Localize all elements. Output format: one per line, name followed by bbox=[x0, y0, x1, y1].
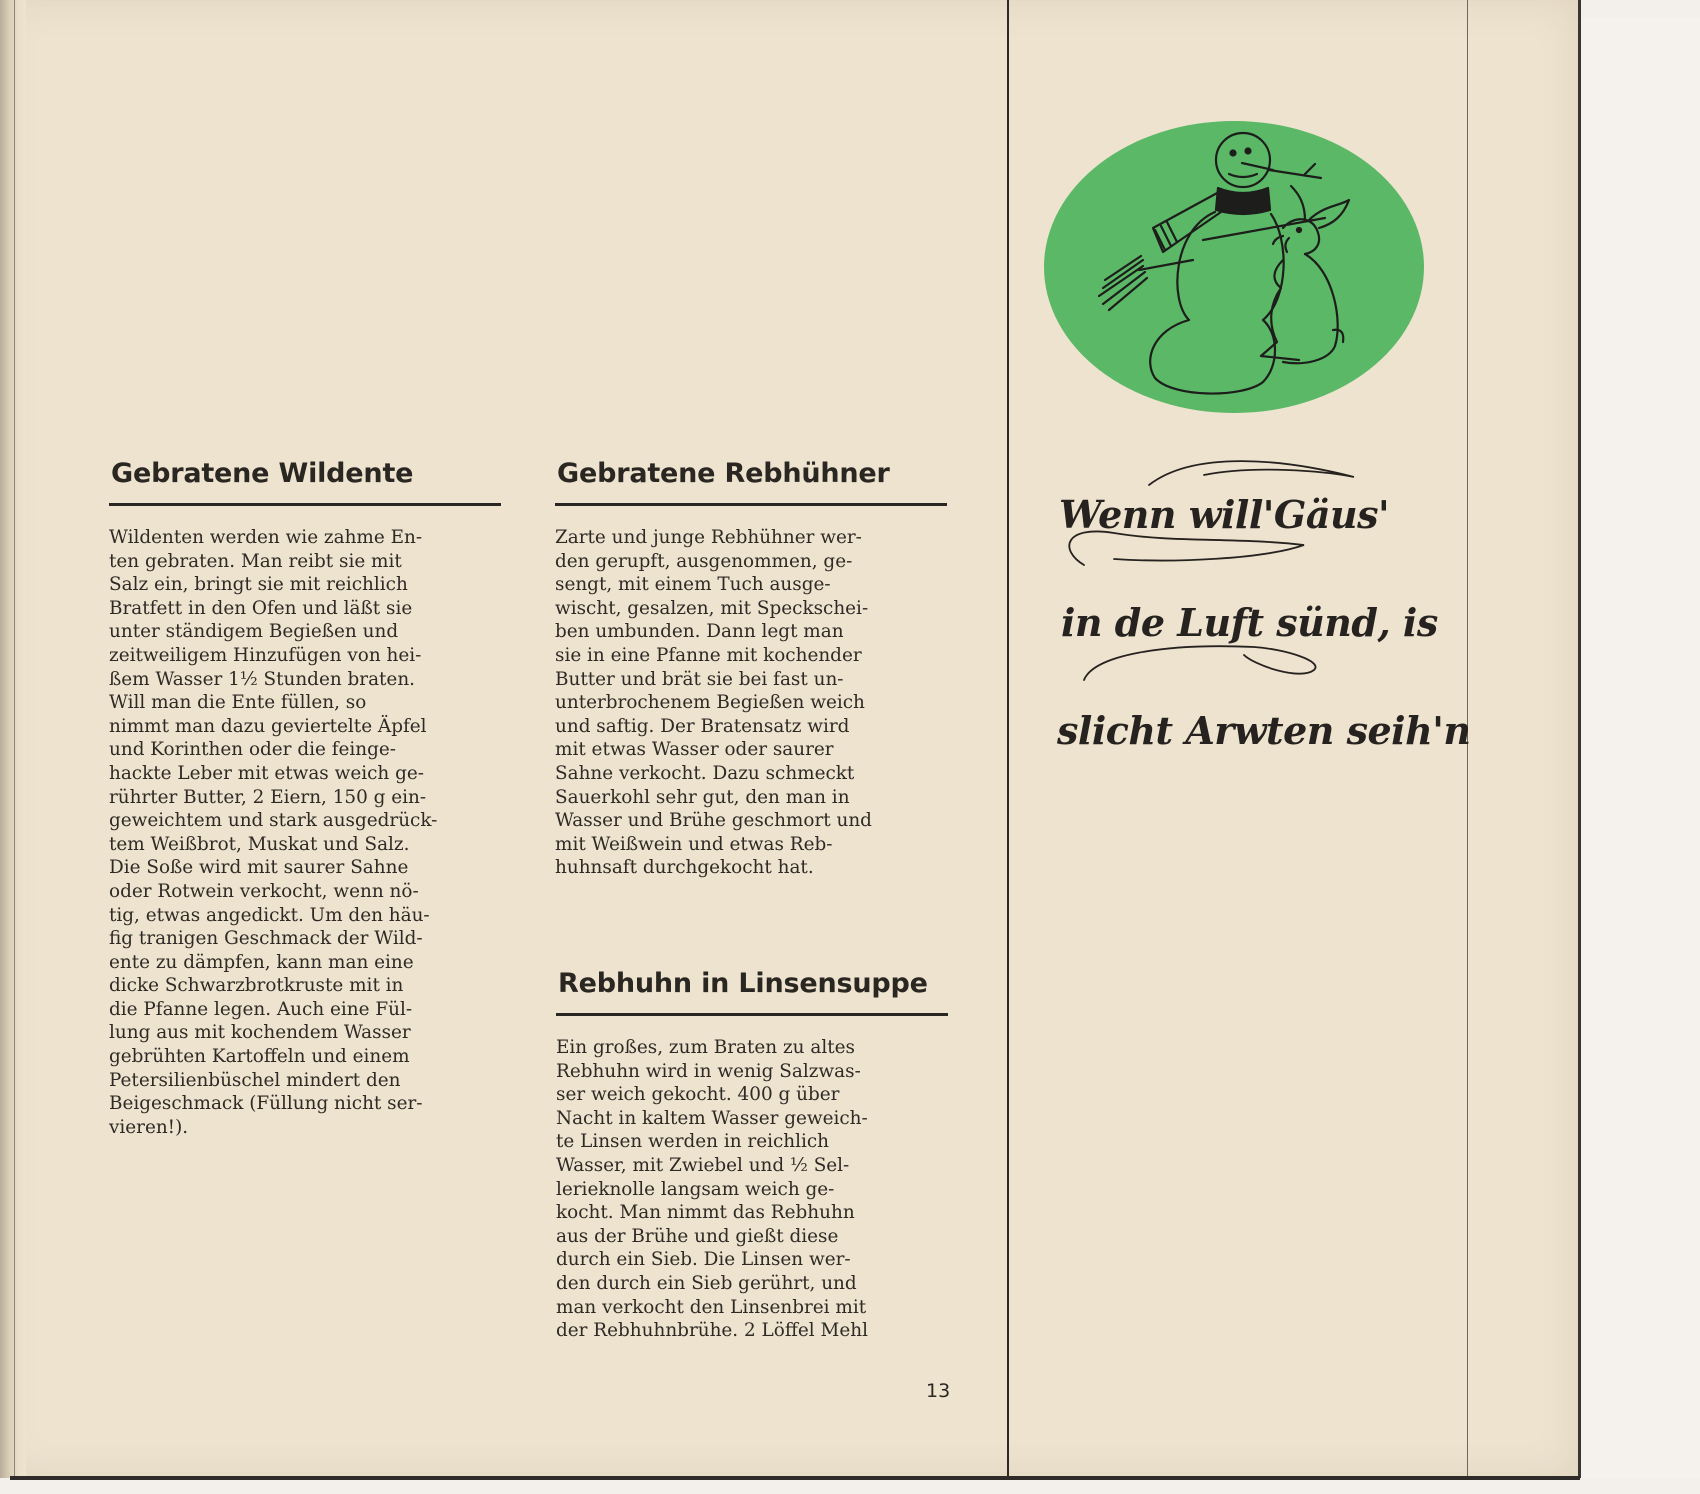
recipe-gebratene-rebhuehner bbox=[555, 458, 947, 880]
recipe-text: Zarte und junge Rebhühner wer- den gerupft, ausgenommen, ge- sengt, mit einem Tuch ausge- wischt, gesalzen, mit Speckschei- ben umbunden. Dann legt man sie in eine Pfanne mit kochender Butter und brät sie bei fast un- unterbrochenem Begießen weich und saftig. Der Bratensatz wird mit etwas Wasser oder saurer Sahne verkocht. Dazu schmeckt Sauerkohl sehr gut, den man in Wasser und Brühe geschmort und mit Weißwein und etwas Reb- huhnsaft durchgekocht hat. bbox=[555, 527, 872, 879]
page-bottom-edge bbox=[10, 1476, 1580, 1480]
recipe-gebratene-wildente bbox=[109, 458, 501, 1139]
page-number: 13 bbox=[926, 1380, 951, 1402]
recipe-title: Gebratene Wildente bbox=[109, 458, 501, 506]
book-binding bbox=[0, 0, 26, 1478]
motto-line-2: in de Luft sünd, is bbox=[1061, 600, 1438, 645]
next-page-edge bbox=[1581, 18, 1700, 1478]
recipe-title: Rebhuhn in Linsensuppe bbox=[556, 968, 948, 1016]
recipe-text: Wildenten werden wie zahme En- ten gebraten. Man reibt sie mit Salz ein, bringt sie mit reichlich Bratfett in den Ofen und läßt sie unter ständigem Begießen und zeitweiligem Hinzufügen von hei- ßem Wasser 1½ Stunden braten. Will man die Ente füllen, so nimmt man dazu geviertelte Äpfel und Korinthen oder die feinge- hackte Leber mit etwas weich ge- rührter Butter, 2 Eiern, 150 g ein- geweichtem und stark ausgedrück- tem Weißbrot, Muskat und Salz. Die Soße wird mit saurer Sahne oder Rotwein verkocht, wenn nö- tig, etwas angedickt. Um den häu- fig tranigen Geschmack der Wild- ente zu dämpfen, kann man eine dicke Schwarzbrotkruste mit in die Pfanne legen. Auch eine Fül- lung aus mit kochendem Wasser gebrühten Kartoffeln und einem Petersilienbüschel mindert den Beigeschmack (Füllung nicht ser- vieren!). bbox=[109, 527, 438, 1138]
binding-crease bbox=[14, 0, 15, 1478]
snowman-and-hare-icon bbox=[1043, 120, 1425, 414]
recipe-text: Ein großes, zum Braten zu altes Rebhuhn wird in wenig Salzwas- ser weich gekocht. 400 g über Nacht in kaltem Wasser geweich- te Linsen werden in reichlich Wasser, mit Zwiebel und ½ Sel- lerieknolle langsam weich ge- kocht. Man nimmt das Rebhuhn aus der Brühe und gießt diese durch ein Sieb. Die Linsen wer- den durch ein Sieb gerührt, und man verkocht den Linsenbrei mit der Rebhuhnbrühe. 2 Löffel Mehl bbox=[556, 1037, 868, 1342]
motto-line-1: Wenn will'Gäus' bbox=[1059, 492, 1390, 537]
recipe-title: Gebratene Rebhühner bbox=[555, 458, 947, 506]
motto-line-3: slicht Arwten seih'n bbox=[1057, 708, 1471, 753]
recipe-rebhuhn-in-linsensuppe bbox=[556, 968, 948, 1343]
column-divider-rule bbox=[1007, 0, 1009, 1478]
